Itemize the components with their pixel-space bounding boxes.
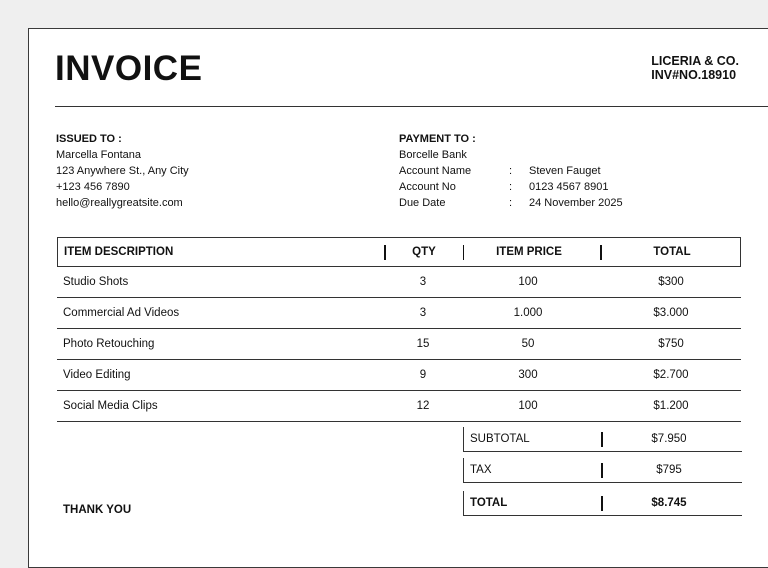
client-phone: +123 456 7890: [56, 181, 130, 193]
table-row: [57, 267, 741, 298]
item-qty: 15: [416, 338, 430, 350]
subtotal-row: [463, 427, 742, 452]
payment-field-row: [399, 195, 623, 211]
thank-you-note: THANK YOU: [63, 504, 132, 516]
item-description: Photo Retouching: [63, 338, 155, 350]
item-description: Video Editing: [63, 369, 131, 381]
invoice-sheet: [28, 28, 768, 568]
issued-to-section: [56, 131, 189, 211]
items-table-body: [57, 267, 741, 422]
header-qty: QTY: [412, 246, 436, 258]
item-price: 1.000: [513, 307, 543, 319]
total-value: $8.745: [651, 497, 687, 509]
subtotal-label: SUBTOTAL: [470, 433, 530, 445]
column-divider: [601, 432, 603, 447]
column-divider: [601, 463, 603, 478]
table-row: [57, 298, 741, 329]
item-description: Studio Shots: [63, 276, 129, 288]
client-address: 123 Anywhere St., Any City: [56, 165, 189, 177]
payment-field-label: Due Date: [399, 197, 446, 209]
item-total: $1.200: [653, 400, 689, 412]
item-description: Social Media Clips: [63, 400, 158, 412]
payment-field-value: 0123 4567 8901: [529, 181, 609, 193]
tax-value: $795: [656, 464, 682, 476]
payment-field-label: Account Name: [399, 165, 472, 177]
client-name: Marcella Fontana: [56, 149, 141, 161]
client-email: hello@reallygreatsite.com: [56, 197, 183, 209]
header-total: TOTAL: [653, 246, 691, 258]
payment-field-row: [399, 163, 623, 179]
table-row: [57, 360, 741, 391]
item-total: $3.000: [653, 307, 689, 319]
item-price: 300: [518, 369, 538, 381]
item-price: 50: [521, 338, 535, 350]
payment-field-label: Account No: [399, 181, 456, 193]
item-qty: 3: [419, 276, 427, 288]
item-total: $750: [658, 338, 684, 350]
item-qty: 3: [419, 307, 427, 319]
column-divider: [601, 496, 603, 511]
item-description: Commercial Ad Videos: [63, 307, 180, 319]
item-total: $300: [658, 276, 684, 288]
payment-field-value: Steven Fauget: [529, 165, 601, 177]
header-description: ITEM DESCRIPTION: [64, 246, 174, 258]
payment-to-section: [399, 131, 623, 211]
company-block: [651, 54, 739, 82]
header-divider: [55, 106, 768, 107]
table-row: [57, 391, 741, 422]
payment-field-row: [399, 179, 623, 195]
header-item-price: ITEM PRICE: [496, 246, 562, 258]
item-total: $2.700: [653, 369, 689, 381]
payment-to-heading: PAYMENT TO :: [399, 133, 476, 145]
tax-label: TAX: [470, 464, 492, 476]
item-price: 100: [518, 400, 538, 412]
payment-field-value: 24 November 2025: [529, 197, 623, 209]
issued-to-heading: ISSUED TO :: [56, 133, 122, 145]
total-row: [463, 491, 742, 516]
bank-name: Borcelle Bank: [399, 149, 467, 161]
invoice-title: INVOICE: [55, 49, 203, 88]
item-price: 100: [518, 276, 538, 288]
payment-field-separator: :: [509, 165, 513, 177]
items-table-header: [57, 237, 741, 267]
item-qty: 12: [416, 400, 430, 412]
item-qty: 9: [419, 369, 427, 381]
payment-field-separator: :: [509, 181, 513, 193]
total-label: TOTAL: [470, 497, 508, 509]
table-row: [57, 329, 741, 360]
invoice-number: INV#NO.18910: [651, 68, 737, 82]
payment-field-separator: :: [509, 197, 513, 209]
tax-row: [463, 458, 742, 483]
subtotal-value: $7.950: [651, 433, 687, 445]
company-name: LICERIA & CO.: [651, 54, 739, 68]
